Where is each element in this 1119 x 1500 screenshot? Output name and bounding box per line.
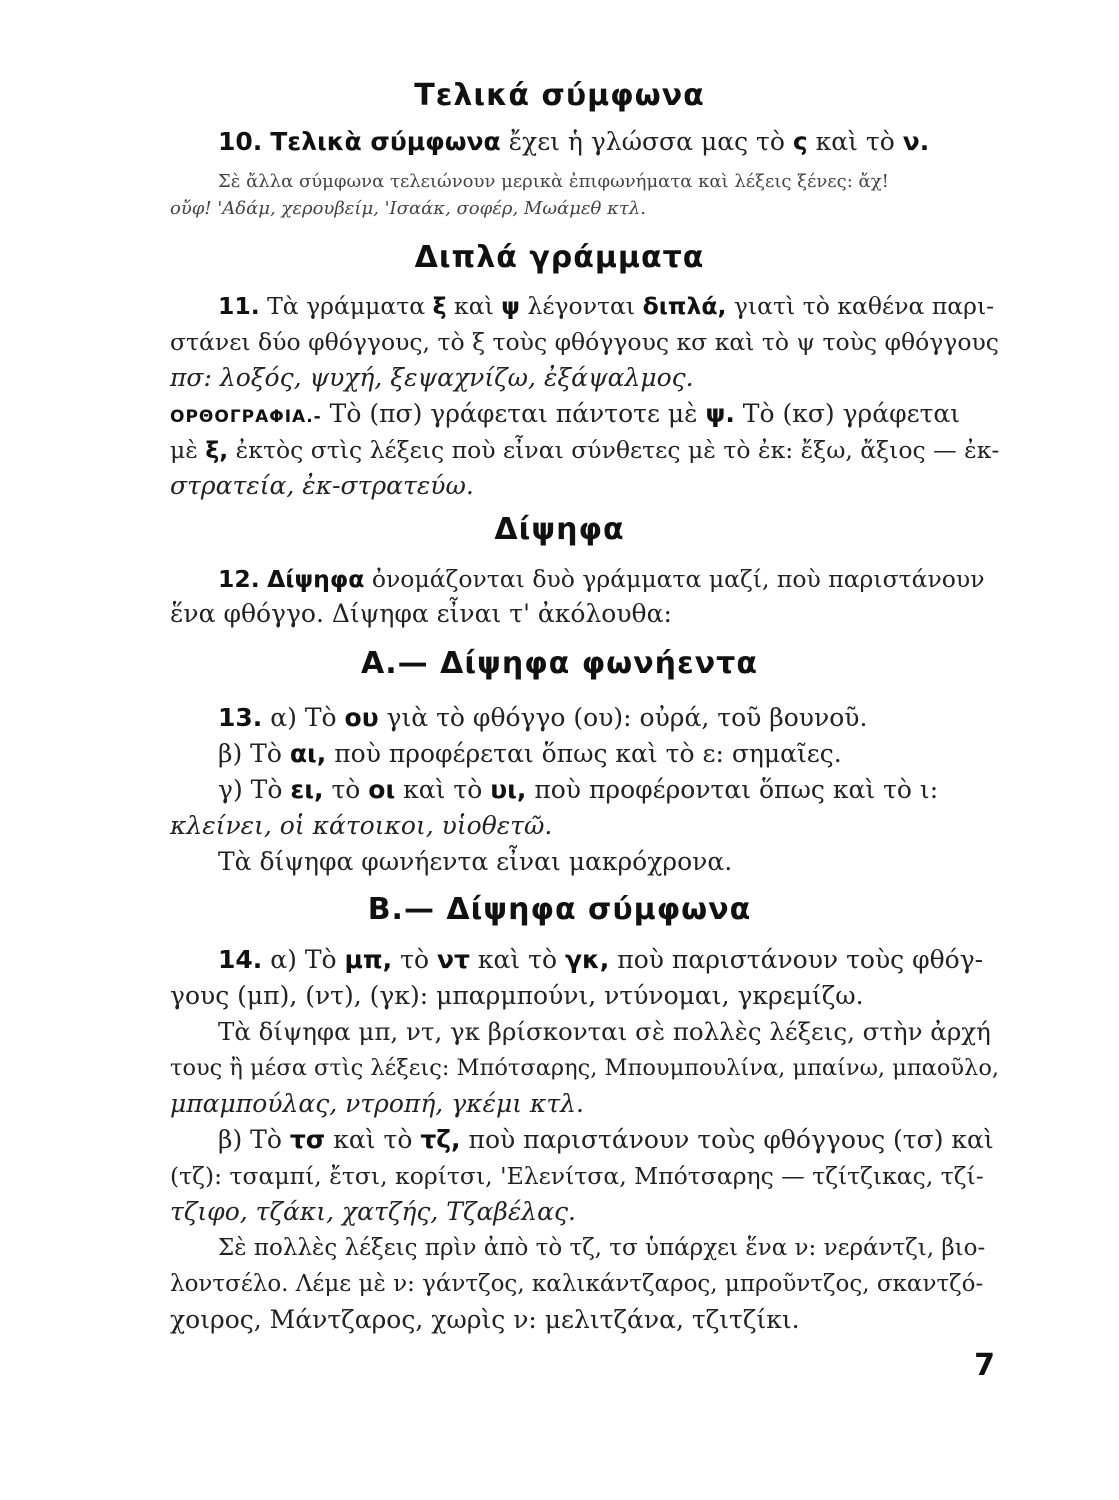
digraph: γκ,	[565, 945, 610, 974]
paragraph-13-line-1	[218, 702, 867, 734]
digraph: οι	[368, 775, 396, 804]
paragraph-14-line-3: Τὰ δίψηφα μπ, ντ, γκ βρίσκονται σὲ πολλὲς λέξεις, στὴν ἀρχή	[218, 1017, 991, 1046]
text: καὶ τὸ	[477, 945, 558, 974]
paragraph-11-line-3: πσ: λοξός, ψυχή, ξεψαχνίζω, ἐξάψαλμος.	[170, 363, 694, 392]
term: Δίψηφα	[267, 565, 365, 593]
section-number: 12.	[218, 565, 260, 593]
paragraph-11-line-6: στρατεία, ἐκ-στρατεύω.	[170, 471, 474, 500]
paragraph-11-line-2: στάνει δύο φθόγγους, τὸ ξ τοὺς φθόγγους κσ καὶ τὸ ψ τοὺς φθόγγους	[170, 328, 999, 356]
text: μὲ	[170, 436, 198, 464]
paragraph-14-line-10: λοντσέλο. Λέμε μὲ ν: γάντζος, καλικάντζαρος, μπροῦντζος, σκαντζό-	[170, 1271, 984, 1297]
text: β) Τὸ	[218, 1125, 282, 1154]
text: γιατὶ τὸ καθένα παρι-	[733, 292, 995, 320]
paragraph-10-note-line-2: οὔφ! 'Αδάμ, χερουβείμ, 'Ισαάκ, σοφέρ, Μωάμεθ κτλ.	[170, 198, 646, 219]
text: τὸ	[400, 945, 430, 974]
text: γ) Τὸ	[218, 775, 283, 804]
heading-digraph-consonants: Β.— Δίψηφα σύμφωνα	[367, 892, 752, 927]
text: καὶ	[454, 292, 494, 320]
text: ἐκτὸς στὶς λέξεις ποὺ εἶναι σύνθετες μὲ τὸ ἐκ: ἔξω, ἄξιος — ἐκ-	[235, 436, 1000, 464]
digraph: μπ,	[344, 945, 393, 974]
text: ἔχει ἡ γλώσσα μας τὸ	[508, 127, 785, 156]
heading-digraphs: Δίψηφα	[494, 512, 625, 547]
section-number: 14.	[218, 945, 263, 974]
term: Τελικὰ σύμφωνα	[270, 127, 501, 156]
paragraph-11-line-5	[170, 434, 999, 466]
paragraph-14-line-9: Σὲ πολλὲς λέξεις πρὶν ἀπὸ τὸ τζ, τσ ὑπάρχει ἕνα ν: νεράντζι, βιο-	[218, 1235, 986, 1261]
paragraph-14-line-1	[218, 944, 983, 976]
text: Τὸ (κσ) γράφεται	[742, 399, 961, 428]
digraph: ντ	[436, 945, 470, 974]
digraph: τσ	[289, 1125, 326, 1154]
text: καὶ τὸ	[815, 127, 895, 156]
paragraph-14-line-2: γους (μπ), (ντ), (γκ): μπαρμπούνι, ντύνομαι, γκρεμίζω.	[170, 981, 864, 1010]
text: καὶ τὸ	[333, 1125, 413, 1154]
text: ποὺ προφέρονται ὅπως καὶ τὸ ι:	[534, 775, 939, 804]
paragraph-14-line-6	[218, 1124, 994, 1156]
letter: ξ	[432, 292, 447, 320]
letter: ξ,	[205, 436, 229, 464]
paragraph-13-line-4: κλείνει, οἱ κάτοικοι, υἱοθετῶ.	[170, 811, 553, 840]
digraph: ει,	[290, 775, 324, 804]
heading-digraph-vowels: Α.— Δίψηφα φωνήεντα	[361, 646, 758, 681]
heading-double-letters: Διπλά γράμματα	[414, 240, 705, 275]
text: γιὰ τὸ φθόγγο (ου): οὐρά, τοῦ βουνοῦ.	[386, 703, 868, 732]
text: α) Τὸ	[270, 945, 337, 974]
paragraph-12-line-2: ἕνα φθόγγο. Δίψηφα εἶναι τ' ἀκόλουθα:	[170, 599, 672, 628]
paragraph-14-line-8: τζιφο, τζάκι, χατζής, Τζαβέλας.	[170, 1197, 576, 1226]
text: β) Τὸ	[218, 739, 282, 768]
page-number: 7	[974, 1348, 995, 1383]
orthography-label: ΟΡΘΟΓΡΑΦΙΑ.-	[170, 407, 322, 427]
paragraph-10-line-1	[218, 126, 929, 158]
text: ποὺ προφέρεται ὅπως καὶ τὸ ε: σημαῖες.	[334, 739, 842, 768]
text: Τὰ γράμματα	[267, 292, 426, 320]
text: λέγονται	[527, 292, 636, 320]
letter: ς	[792, 127, 808, 156]
text: α) Τὸ	[270, 703, 337, 732]
text: Τὸ (πσ) γράφεται πάντοτε μὲ	[329, 399, 698, 428]
term: διπλά,	[642, 292, 727, 320]
section-number: 13.	[218, 703, 263, 732]
paragraph-14-line-5: μπαμπούλας, ντροπή, γκέμι κτλ.	[170, 1089, 584, 1118]
paragraph-11-line-1	[218, 290, 994, 322]
text: τὸ	[331, 775, 361, 804]
paragraph-13-line-5: Τὰ δίψηφα φωνήεντα εἶναι μακρόχρονα.	[218, 847, 733, 876]
paragraph-10-note-line-1: Σὲ ἄλλα σύμφωνα τελειώνουν μερικὰ ἐπιφωνήματα καὶ λέξεις ξένες: ἄχ!	[218, 171, 889, 192]
digraph: ου	[344, 703, 379, 732]
letter: ψ.	[705, 399, 735, 428]
section-number: 11.	[218, 292, 260, 320]
paragraph-14-line-4: τους ἢ μέσα στὶς λέξεις: Μπότσαρης, Μπουμπουλίνα, μπαίνω, μπαοῦλο,	[170, 1055, 1000, 1081]
text: καὶ τὸ	[403, 775, 483, 804]
digraph: αι,	[289, 739, 327, 768]
paragraph-11-line-4	[170, 398, 960, 433]
digraph: τζ,	[420, 1125, 461, 1154]
paragraph-13-line-2	[218, 738, 842, 770]
paragraph-14-line-7: (τζ): τσαμπί, ἔτσι, κορίτσι, 'Ελενίτσα, Μπότσαρης — τζίτζικας, τζί-	[170, 1162, 984, 1190]
paragraph-14-line-11: χοιρος, Μάντζαρος, χωρὶς ν: μελιτζάνα, τζιτζίκι.	[170, 1305, 800, 1334]
text: ποὺ παριστάνουν τοὺς φθόγ-	[617, 945, 984, 974]
text: ὀνομάζονται δυὸ γράμματα μαζί, ποὺ παριστάνουν	[371, 565, 985, 593]
letter: ν.	[902, 127, 930, 156]
section-number: 10.	[218, 127, 263, 156]
heading-final-consonants: Τελικά σύμφωνα	[414, 78, 705, 113]
text: ποὺ παριστάνουν τοὺς φθόγγους (τσ) καὶ	[468, 1125, 994, 1154]
paragraph-13-line-3	[218, 774, 938, 806]
digraph: υι,	[490, 775, 527, 804]
paragraph-12-line-1	[218, 563, 985, 595]
letter: ψ	[501, 292, 520, 320]
